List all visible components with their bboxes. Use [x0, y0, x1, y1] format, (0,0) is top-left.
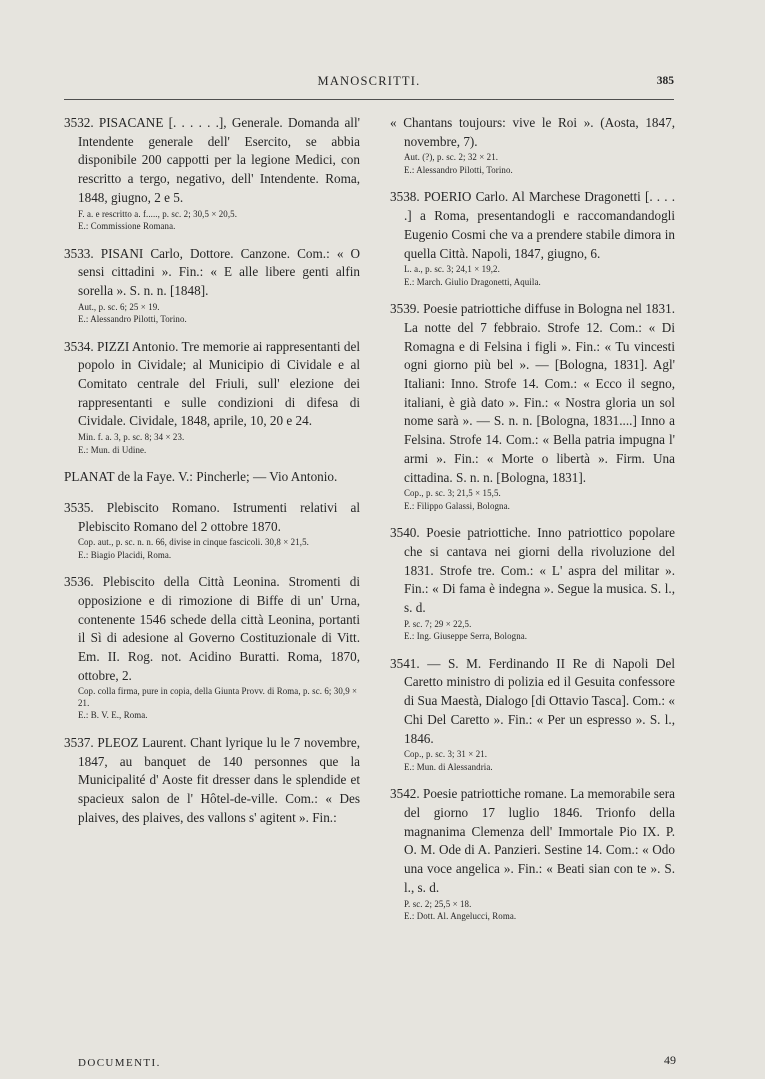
- catalog-entry: [64, 338, 360, 457]
- entry-number: 3541.: [390, 655, 420, 671]
- entry-number: 3540.: [390, 525, 420, 541]
- physical-description: Aut., p. sc. 6; 25 × 19.: [78, 301, 160, 312]
- cross-reference: [64, 468, 360, 487]
- entry-text: POERIO Carlo. Al Marchese Dragonetti [. . . . .] a Roma, presentandogli e raccomandandogli Eugenio Cosmi che va a prendere stabile dimora in quella Città. Napoli, 1847, giugno, 6.: [404, 189, 675, 261]
- entry-body: [390, 524, 675, 618]
- entry-body: [390, 655, 675, 749]
- entry-text: PLANAT de la Faye. V.: Pincherle; — Vio Antonio.: [64, 469, 338, 485]
- provenance-note: E.: Filippo Galassi, Bologna.: [404, 500, 510, 511]
- entry-body: [64, 114, 360, 208]
- signature-mark: DOCUMENTI.: [78, 1057, 161, 1069]
- provenance-note: E.: B. V. E., Roma.: [78, 710, 148, 721]
- physical-description: Min. f. a. 3, p. sc. 8; 34 × 23.: [78, 432, 185, 443]
- entry-text: PISANI Carlo, Dottore. Canzone. Com.: « O sensi cittadini ». Fin.: « E alle libere genti alfin sorella ». S. n. n. [1848].: [78, 245, 360, 298]
- entry-text: — S. M. Ferdinando II Re di Napoli Del Caretto ministro di polizia ed il Gesuita confessore di Sua Maestà, Dialogo [di Ottavio Tasca]. Com.: « Chi Del Caretto ». Fin.: « Per un espresso ». S. l., 1846.: [404, 655, 676, 746]
- entry-number: 3534.: [64, 338, 94, 354]
- physical-description: Cop., p. sc. 3; 21,5 × 15,5.: [404, 488, 501, 499]
- entry-number: 3539.: [390, 301, 420, 317]
- entry-number: 3533.: [64, 245, 94, 261]
- entry-body: [390, 785, 675, 897]
- entry-text: Poesie patriottiche romane. La memorabile sera del giorno 17 luglio 1846. Trionfo della magnanima Clemenza dell' Immortale Pio IX. P. O. M. Ode di A. Panzieri. Sestine 14. Com.: « Odo una voce angelica ». Fin.: « Beati sian con te ». S. l., s. d.: [404, 786, 675, 895]
- entry-body: [64, 734, 360, 828]
- entry-text: PLEOZ Laurent. Chant lyrique lu le 7 novembre, 1847, au banquet de 140 personnes que la Municipalité d' Aoste fit dresser dans le splendide et spacieux salon de l' Hôtel-de-ville. Com.: « Des plaives, des plaives, des vallons s' agitent ». Fin.:: [78, 734, 360, 825]
- physical-description: P. sc. 7; 29 × 22,5.: [404, 618, 472, 629]
- entry-text: PIZZI Antonio. Tre memorie ai rappresentanti del popolo in Cividale; al Municipio di Cividale e al Comitato centrale del Friuli, sull' elezione dei rappresentanti e sulle condizioni di difesa di Cividale. Cividale, 1848, aprile, 10, 20 e 24.: [78, 338, 360, 429]
- running-title: MANOSCRITTI.: [317, 74, 421, 88]
- page-number: 385: [656, 75, 674, 87]
- provenance-note: E.: Ing. Giuseppe Serra, Bologna.: [404, 631, 528, 642]
- catalog-entry: [390, 114, 675, 176]
- provenance-note: E.: Biagio Placidi, Roma.: [78, 549, 172, 560]
- entry-body: [390, 188, 675, 263]
- catalog-entry: [64, 499, 360, 561]
- entry-body: [390, 114, 675, 151]
- physical-description: Cop. colla firma, pure in copia, della Giunta Provv. di Roma, p. sc. 6; 30,9 × 21.: [78, 686, 358, 708]
- catalog-entry: [64, 245, 360, 326]
- entry-body: [390, 300, 675, 487]
- catalog-entry: [64, 114, 360, 233]
- catalog-entry: [64, 734, 360, 828]
- catalog-entry: [390, 524, 675, 643]
- entry-body: [64, 573, 360, 685]
- catalog-entry: [390, 300, 675, 512]
- physical-description: F. a. e rescritto a. f....., p. sc. 2; 30,5 × 20,5.: [78, 208, 238, 219]
- provenance-note: E.: Mun. di Udine.: [78, 444, 147, 455]
- entry-number: 3536.: [64, 574, 94, 590]
- entry-number: 3542.: [390, 786, 420, 802]
- catalog-entry: [390, 188, 675, 288]
- entry-number: 3537.: [64, 734, 94, 750]
- provenance-note: E.: Alessandro Pilotti, Torino.: [404, 164, 513, 175]
- catalog-entry: [390, 785, 675, 922]
- entry-text: Poesie patriottiche diffuse in Bologna nel 1831. La notte del 7 febbraio. Strofe 12. Com.: « Di Romagna e di Felsina i figli ». Fin.: « Tu vincesti ogni giorno più bel ». — [Bologna, 1831]. Agl' Italiani: Inno. Strofe 14. Com.: « Ecco il segno, italiani, è già dato ». Fin.: « Nostra gloria un sol nome sarà ». — S. n. n. [Bologna, 1831....] Inno a Felsina. Strofe 14. Com.: « Bella patria impugna l' armi ». Fin.: « Morte o libertà ». Firm. Una cittadina. S. n. n. [Bologna, 1831].: [404, 301, 675, 485]
- physical-description: L. a., p. sc. 3; 24,1 × 19,2.: [404, 264, 500, 275]
- right-column: [390, 114, 675, 935]
- sheet-number: 49: [664, 1053, 676, 1067]
- entry-text: « Chantans toujours: vive le Roi ». (Aosta, 1847, novembre, 7).: [390, 115, 675, 149]
- entry-number: 3532.: [64, 115, 94, 130]
- provenance-note: E.: March. Giulio Dragonetti, Aquila.: [404, 276, 541, 287]
- entry-text: PISACANE [. . . . . .], Generale. Domanda all' Intendente generale dell' Esercito, se abbia disponibile 200 cappotti per la legione Medici, con rescritto a tergo, negativo, dell' Intendente. Roma, 1848, giugno, 2 e 5.: [78, 115, 360, 205]
- entry-text: Plebiscito Romano. Istrumenti relativi al Plebiscito Romano del 2 ottobre 1870.: [78, 499, 361, 534]
- provenance-note: E.: Commissione Romana.: [78, 221, 176, 232]
- left-column: [64, 114, 360, 839]
- entry-body: [64, 245, 360, 301]
- physical-description: Cop., p. sc. 3; 31 × 21.: [404, 749, 488, 760]
- header-rule: [64, 99, 674, 100]
- physical-description: Aut. (?), p. sc. 2; 32 × 21.: [404, 152, 499, 163]
- catalog-entry: [64, 573, 360, 722]
- physical-description: Cop. aut., p. sc. n. n. 66, divise in cinque fascicoli. 30,8 × 21,5.: [78, 537, 309, 548]
- page-header: [64, 74, 674, 94]
- physical-description: P. sc. 2; 25,5 × 18.: [404, 898, 472, 909]
- entry-text: Poesie patriottiche. Inno patriottico popolare che si cantava nei giorni della rivoluzione del 1831. Strofe tre. Com.: « L' aspra del militar ». Fin.: « Di fama è indegna ». Segue la musica. S. l., s. d.: [404, 525, 675, 616]
- entry-number: 3535.: [64, 499, 94, 515]
- catalog-entry: [390, 655, 675, 774]
- provenance-note: E.: Alessandro Pilotti, Torino.: [78, 314, 187, 325]
- provenance-note: E.: Mun. di Alessandria.: [404, 761, 493, 772]
- entry-text: Plebiscito della Città Leonina. Stromenti di opposizione e di rimozione di Biffe di un' Urna, contenente 1546 schede della città Leonina, portanti il Sì di adesione al Governo Costituzionale di Vitt. Em. II. Rog. not. Acidino Buratti. Roma, 1870, ottobre, 2.: [78, 574, 361, 683]
- provenance-note: E.: Dott. Al. Angelucci, Roma.: [404, 911, 517, 921]
- entry-body: [64, 338, 360, 432]
- entry-number: 3538.: [390, 189, 420, 205]
- entry-body: [64, 499, 360, 536]
